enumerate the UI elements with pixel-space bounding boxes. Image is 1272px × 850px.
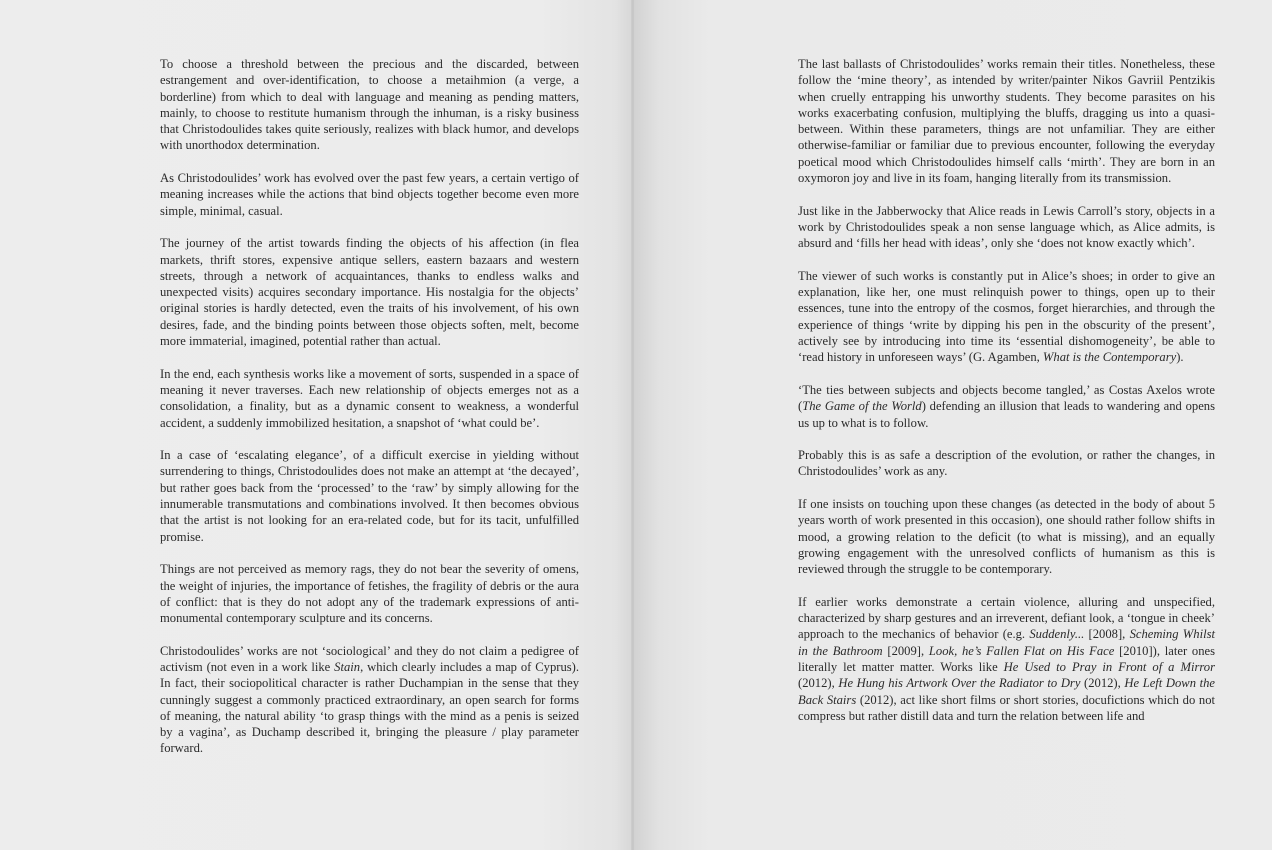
paragraph <box>160 447 579 545</box>
right-text-column <box>798 56 1215 724</box>
paragraph <box>160 561 579 626</box>
paragraph <box>160 170 579 219</box>
paragraph-text: The last ballasts of Christodoulides’ works remain their titles. Nonetheless, these follow the ‘mine theory’, as intended by writer/painter Nikos Gavriil Pentzikis when cruelly entrapping his unworthy students. They become parasites on his works exacerbating confusion, multiplying the bluffs, dragging us into a quasi-between. Within these parameters, things are not unfamiliar. They are either otherwise-familiar or familiar due to previous encounter, following the everyday poetical mood which Christodoulides himself calls ‘mirth’. They are born in an oxymoron joy and live in its foam, hanging literally from its transmission. <box>798 57 1215 186</box>
paragraph-text: [2009], <box>882 643 929 658</box>
right-page <box>634 0 1272 850</box>
paragraph-text: As Christodoulides’ work has evolved over the past few years, a certain vertigo of meaning increases while the actions that bind objects together become even more simple, minimal, casual. <box>160 171 579 218</box>
paragraph-text: Things are not perceived as memory rags, they do not bear the severity of omens, the weight of injuries, the importance of fetishes, the fragility of debris or the aura of conflict: that is they do not adopt any of the trademark expressions of anti-monumental contemporary sculpture and its concerns. <box>160 562 579 626</box>
paragraph <box>160 643 579 757</box>
paragraph-text: [2008], <box>1084 627 1130 642</box>
paragraph <box>160 56 579 154</box>
italic-title-text: Stain <box>334 659 361 674</box>
paragraph-text: ). <box>1176 350 1184 365</box>
italic-title-text: The Game of the World <box>802 399 922 414</box>
paragraph-text: Probably this is as safe a description of the evolution, or rather the changes, in Christodoulides’ work as any. <box>798 448 1215 479</box>
paragraph-text: (2012), <box>798 676 839 691</box>
paragraph-text: ) defending an illusion that leads to wandering and opens us up to what is to follow. <box>798 399 1215 430</box>
paragraph-text: [2010]), later ones literally let matter matter. Works like <box>798 643 1215 674</box>
paragraph-text: In the end, each synthesis works like a movement of sorts, suspended in a space of meaning it never traverses. Each new relationship of objects emerges not as a consolidation, a finality, but as a dynamic consent to weakness, a wonderful accident, a suddenly immobilized hesitation, a snapshot of ‘what could be’. <box>160 366 579 430</box>
paragraph-text: If earlier works demonstrate a certain violence, alluring and unspecified, characterized by sharp gestures and an irreverent, defiant look, a ‘tongue in cheek’ approach to the mechanics of behavior (e.g. <box>798 594 1215 642</box>
paragraph-text: If one insists on touching upon these changes (as detected in the body of about 5 years worth of work presented in this occasion), one should rather follow shifts in mood, a growing relation to the deficit (to what is missing), and an equally growing engagement with the unresolved conflicts of humanism as this is reviewed through the struggle to be contemporary. <box>798 497 1215 577</box>
paragraph-text: (2012), act like short films or short stories, docufictions which do not compress but rather distill data and turn the relation between life and <box>798 692 1215 723</box>
italic-title-text: He Used to Pray in Front of a Mirror <box>1003 659 1215 674</box>
paragraph-text: In a case of ‘escalating elegance’, of a difficult exercise in yielding without surrendering to things, Christodoulides does not make an attempt at ‘the decayed’, but rather goes back from the ‘processed’ to the ‘raw’ by simply allowing for the innumerable transmutations and combinations involved. It then becomes obvious that the artist is not looking for an era-related code, but for its tacit, unfulfilled promise. <box>160 448 579 544</box>
paragraph <box>798 56 1215 186</box>
paragraph-text: The viewer of such works is constantly put in Alice’s shoes; in order to give an explanation, like her, one must relinquish power to things, open up to their essences, tune into the entropy of the cosmos, forget hierarchies, and through the experience of things ‘write by dipping his pen in the obscurity of the present’, actively see by introducing into time its ‘essential dishomogeneity’, be able to ‘read history in unforeseen ways’ (G. Agamben, <box>798 268 1215 365</box>
italic-title-text: Suddenly... <box>1029 627 1085 642</box>
paragraph <box>798 382 1215 431</box>
paragraph-text: , which clearly includes a map of Cyprus). In fact, their sociopolitical character is rather Duchampian in the sense that they cunningly suggest a commonly practiced extraordinary, an open search for forms of meaning, the natural ability ‘to grasp things with the mind as a penis is seized by a vagina’, as Duchamp described it, bringing the pleasure / play parameter forward. <box>160 659 579 756</box>
paragraph-text: Just like in the Jabberwocky that Alice reads in Lewis Carroll’s story, objects in a work by Christodoulides speak a non sense language which, as Alice admits, is absurd and ‘fills her head with ideas’, only she ‘does not know exactly which’. <box>798 203 1215 251</box>
paragraph <box>798 496 1215 577</box>
paragraph <box>160 366 579 431</box>
italic-title-text: He Left Down the Back Stairs <box>798 676 1215 707</box>
paragraph-text: Christodoulides’ works are not ‘sociological’ and they do not claim a pedigree of activism (not even in a work like <box>160 643 579 674</box>
italic-title-text: What is the Contemporary <box>1042 350 1177 365</box>
italic-title-text: Scheming Whilst in the Bathroom <box>798 627 1215 658</box>
paragraph-text: The journey of the artist towards finding the objects of his affection (in flea markets, thrift stores, expensive antique sellers, eastern bazaars and western streets, through a network of acquaintances, thanks to endless walks and unexpected visits) acquires secondary importance. His nostalgia for the objects’ original stories is hardly detected, even the traits of his involvement, of his own desires, fade, and the binding points between those objects soften, melt, become more immaterial, imagined, potential rather than actual. <box>160 236 579 349</box>
paragraph-text: To choose a threshold between the precious and the discarded, between estrangement and over-identification, to choose a metaihmion (a verge, a borderline) from which to deal with language and meaning as pending matters, mainly, to choose to restitute humanism through the inhuman, is a risky business that Christodoulides takes quite seriously, realizes with black humor, and develops with unorthodox determination. <box>160 57 579 153</box>
paragraph <box>798 203 1215 252</box>
italic-title-text: He Hung his Artwork Over the Radiator to Dry <box>838 676 1081 691</box>
paragraph <box>798 447 1215 480</box>
paragraph <box>160 235 579 349</box>
paragraph <box>798 268 1215 366</box>
paragraph-text: ‘The ties between subjects and objects become tangled,’ as Costas Axelos wrote ( <box>798 382 1215 414</box>
left-page <box>0 0 634 850</box>
paragraph-text: (2012), <box>1080 676 1125 691</box>
italic-title-text: Look, he’s Fallen Flat on His Face <box>928 643 1115 658</box>
left-text-column <box>160 56 579 757</box>
paragraph <box>798 594 1215 724</box>
